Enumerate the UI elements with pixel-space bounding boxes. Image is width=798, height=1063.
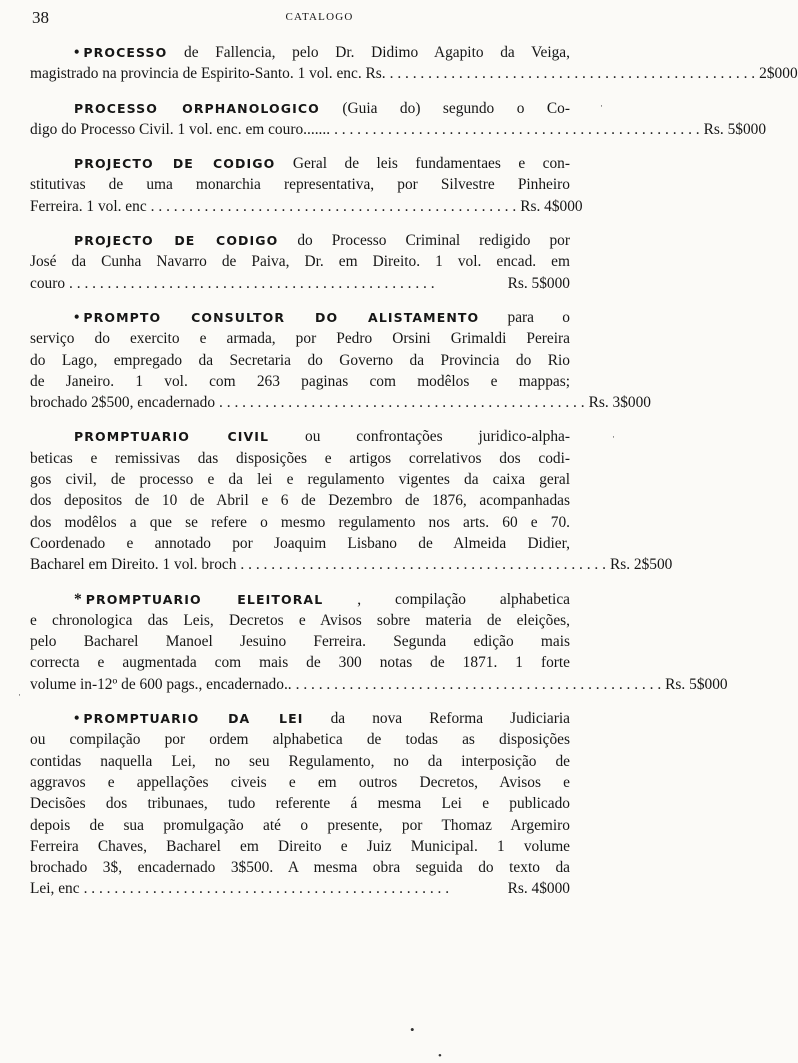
entry-mark: • — [74, 710, 80, 728]
entry-price-line — [30, 273, 570, 294]
catalog-entry — [30, 426, 673, 575]
entry-text: de Fallencia, pelo Dr. Didimo Agapito da Veiga, — [184, 44, 570, 61]
entry-line — [30, 307, 570, 328]
speck: • — [410, 1022, 415, 1037]
entry-line — [30, 350, 570, 371]
running-head: CATALOGO — [285, 11, 354, 23]
dot-leader: . . . . . . . . . . . . . . . . . . . . . . . . . . . . . . . . . . . . . . . . . . . . . . . . — [389, 65, 756, 83]
entry-text: Ferreira. 1 vol. enc — [30, 197, 147, 215]
entry-line — [30, 328, 570, 349]
entry-line — [30, 610, 570, 631]
entry-line — [30, 708, 570, 729]
entry-line — [30, 42, 570, 63]
entry-line — [30, 793, 570, 814]
entry-text: da nova Reforma Judiciaria — [330, 710, 570, 728]
entry-headword: PROCESSO — [83, 45, 168, 60]
entry-line — [30, 751, 570, 772]
entry-text: contidas naquella Lei, no seu Regulamento, no da interposição de — [30, 752, 570, 770]
entry-line — [30, 815, 570, 836]
speck: · — [18, 690, 21, 700]
entry-price-line — [30, 392, 652, 413]
entry-line — [30, 174, 570, 195]
entry-text: dos depositos de 10 de Abril e 6 de Dezembro de 1876, acompanhadas — [30, 492, 570, 510]
entry-text: do Processo Criminal redigido por — [297, 232, 570, 250]
entry-text: Coordenado e annotado por Joaquim Lisbano de Almeida Didier, — [30, 534, 570, 552]
entry-headword: PROJECTO DE CODIGO — [74, 233, 279, 249]
entry-text: ou compilação por ordem alphabetica de todas as disposições — [30, 731, 570, 749]
entry-text: couro — [30, 274, 66, 292]
entry-line — [30, 836, 570, 857]
entry-text: para o — [507, 308, 570, 326]
entry-line — [30, 589, 570, 610]
entry-headword: PROMPTUARIO ELEITORAL — [85, 591, 324, 607]
dot-leader: . . . . . . . . . . . . . . . . . . . . . . . . . . . . . . . . . . . . . . . . . . . . . . . . — [334, 120, 700, 138]
entry-headword: PROMPTUARIO CIVIL — [74, 429, 270, 445]
dot-leader: . . . . . . . . . . . . . . . . . . . . . . . . . . . . . . . . . . . . . . . . . . . . . . . . — [83, 880, 450, 898]
entry-price-line — [30, 119, 767, 140]
entry-text: de Janeiro. 1 vol. com 263 paginas com modêlos e mappas; — [30, 372, 570, 390]
entry-price: Rs. 4$000 — [507, 880, 570, 898]
page-header — [32, 8, 607, 30]
entry-mark: • — [74, 44, 80, 61]
page-number: 38 — [32, 8, 49, 27]
entry-line — [30, 98, 570, 119]
entry-price: Rs. 5$000 — [703, 120, 767, 138]
entry-price-line — [30, 554, 673, 575]
entry-text: volume in-12º de 600 pags., encadernado.. — [30, 675, 292, 693]
entry-text: pelo Bacharel Manoel Jesuino Ferreira. Segunda edição mais — [30, 633, 570, 651]
catalog-entries — [30, 42, 798, 913]
entry-mark: * — [74, 590, 82, 608]
entry-line — [30, 533, 570, 554]
entry-line — [30, 153, 570, 174]
entry-line — [30, 426, 570, 447]
entry-line — [30, 371, 570, 392]
entry-line — [30, 512, 570, 533]
entry-text: aggravos e appellações civeis e em outros Decretos, Avisos e — [30, 773, 570, 791]
entry-price-line — [30, 196, 583, 217]
speck: • — [438, 1050, 442, 1062]
entry-text: , compilação alphabetica — [357, 590, 570, 608]
entry-text: correcta e augmentada com mais de 300 notas de 1871. 1 forte — [30, 654, 570, 672]
entry-line — [30, 729, 570, 750]
entry-text: Geral de leis fundamentaes e con- — [292, 155, 570, 173]
entry-line — [30, 631, 570, 652]
entry-line — [30, 490, 570, 511]
entry-text: e chronologica das Leis, Decretos e Avisos sobre materia de eleições, — [30, 611, 570, 629]
entry-headword: PROMPTUARIO DA LEI — [83, 711, 304, 727]
entry-price: 2$000 — [759, 65, 798, 83]
entry-headword: PROMPTO CONSULTOR DO ALISTAMENTO — [83, 309, 480, 325]
entry-headword: PROJECTO DE CODIGO — [74, 156, 276, 172]
entry-line — [30, 652, 570, 673]
entry-price-line — [30, 63, 798, 84]
entry-line — [30, 230, 570, 251]
entry-text: Ferreira Chaves, Bacharel em Direito e Juiz Municipal. 1 volume — [30, 837, 570, 855]
entry-price-line — [30, 674, 728, 695]
entry-text: Decisões dos tribunaes, tudo referente á mesma Lei e publicado — [30, 795, 570, 813]
entry-line — [30, 857, 570, 878]
speck: · — [600, 101, 603, 111]
entry-price: Rs. 4$000 — [520, 197, 583, 215]
entry-line — [30, 448, 570, 469]
catalog-entry — [30, 42, 798, 85]
entry-price: Rs. 2$500 — [609, 556, 673, 574]
dot-leader: . . . . . . . . . . . . . . . . . . . . . . . . . . . . . . . . . . . . . . . . . . . . . . . . — [150, 197, 517, 215]
entry-text: brochado 2$500, encadernado — [30, 394, 216, 412]
entry-line — [30, 469, 570, 490]
entry-text: brochado 3$, encadernado 3$500. A mesma obra seguida do texto da — [30, 859, 570, 877]
entry-text: digo do Processo Civil. 1 vol. enc. em couro....... — [30, 120, 331, 138]
dot-leader: . . . . . . . . . . . . . . . . . . . . . . . . . . . . . . . . . . . . . . . . . . . . . . . . — [240, 556, 606, 574]
entry-line — [30, 251, 570, 272]
entry-text: stitutivas de uma monarchia representativa, por Silvestre Pinheiro — [30, 176, 570, 194]
entry-text: serviço do exercito e armada, por Pedro Orsini Grimaldi Pereira — [30, 330, 570, 348]
catalog-entry — [30, 153, 583, 217]
dot-leader: . . . . . . . . . . . . . . . . . . . . . . . . . . . . . . . . . . . . . . . . . . . . . . . . — [219, 394, 585, 412]
entry-headword: PROCESSO ORPHANOLOGICO — [74, 100, 320, 116]
entry-text: gos civil, de processo e da lei e regulamento vigentes da caixa geral — [30, 471, 570, 489]
entry-text: ou confrontações juridico-alpha- — [305, 428, 570, 446]
entry-text: Lei, enc — [30, 880, 80, 898]
entry-text: dos modêlos a que se refere o mesmo regulamento nos arts. 60 e 70. — [30, 513, 570, 531]
entry-text: (Guia do) segundo o Co- — [342, 99, 570, 117]
catalog-entry — [30, 307, 652, 413]
entry-price: Rs. 5$000 — [507, 274, 570, 292]
entry-text: depois de sua promulgação até o presente, por Thomaz Argemiro — [30, 816, 570, 834]
entry-text: do Lago, empregado da Secretaria do Governo da Provincia do Rio — [30, 351, 570, 369]
catalog-entry — [30, 98, 767, 141]
dot-leader: . . . . . . . . . . . . . . . . . . . . . . . . . . . . . . . . . . . . . . . . . . . . . . . . — [295, 675, 662, 693]
entry-mark: • — [74, 308, 80, 326]
entry-price-line — [30, 878, 570, 899]
speck: · — [612, 432, 615, 442]
catalog-entry — [30, 589, 728, 695]
entry-text: Bacharel em Direito. 1 vol. broch — [30, 556, 237, 574]
entry-text: beticas e remissivas das disposições e artigos correlativos dos codi- — [30, 449, 570, 467]
entry-text: José da Cunha Navarro de Paiva, Dr. em Direito. 1 vol. encad. em — [30, 253, 570, 271]
entry-line — [30, 772, 570, 793]
entry-text: magistrado na provincia de Espirito-Santo. 1 vol. enc. Rs. — [30, 65, 386, 83]
entry-price: Rs. 3$000 — [588, 394, 652, 412]
catalog-entry — [30, 230, 570, 294]
dot-leader: . . . . . . . . . . . . . . . . . . . . . . . . . . . . . . . . . . . . . . . . . . . . . . . . — [69, 274, 435, 292]
catalog-entry — [30, 708, 570, 900]
entry-price: Rs. 5$000 — [665, 675, 728, 693]
